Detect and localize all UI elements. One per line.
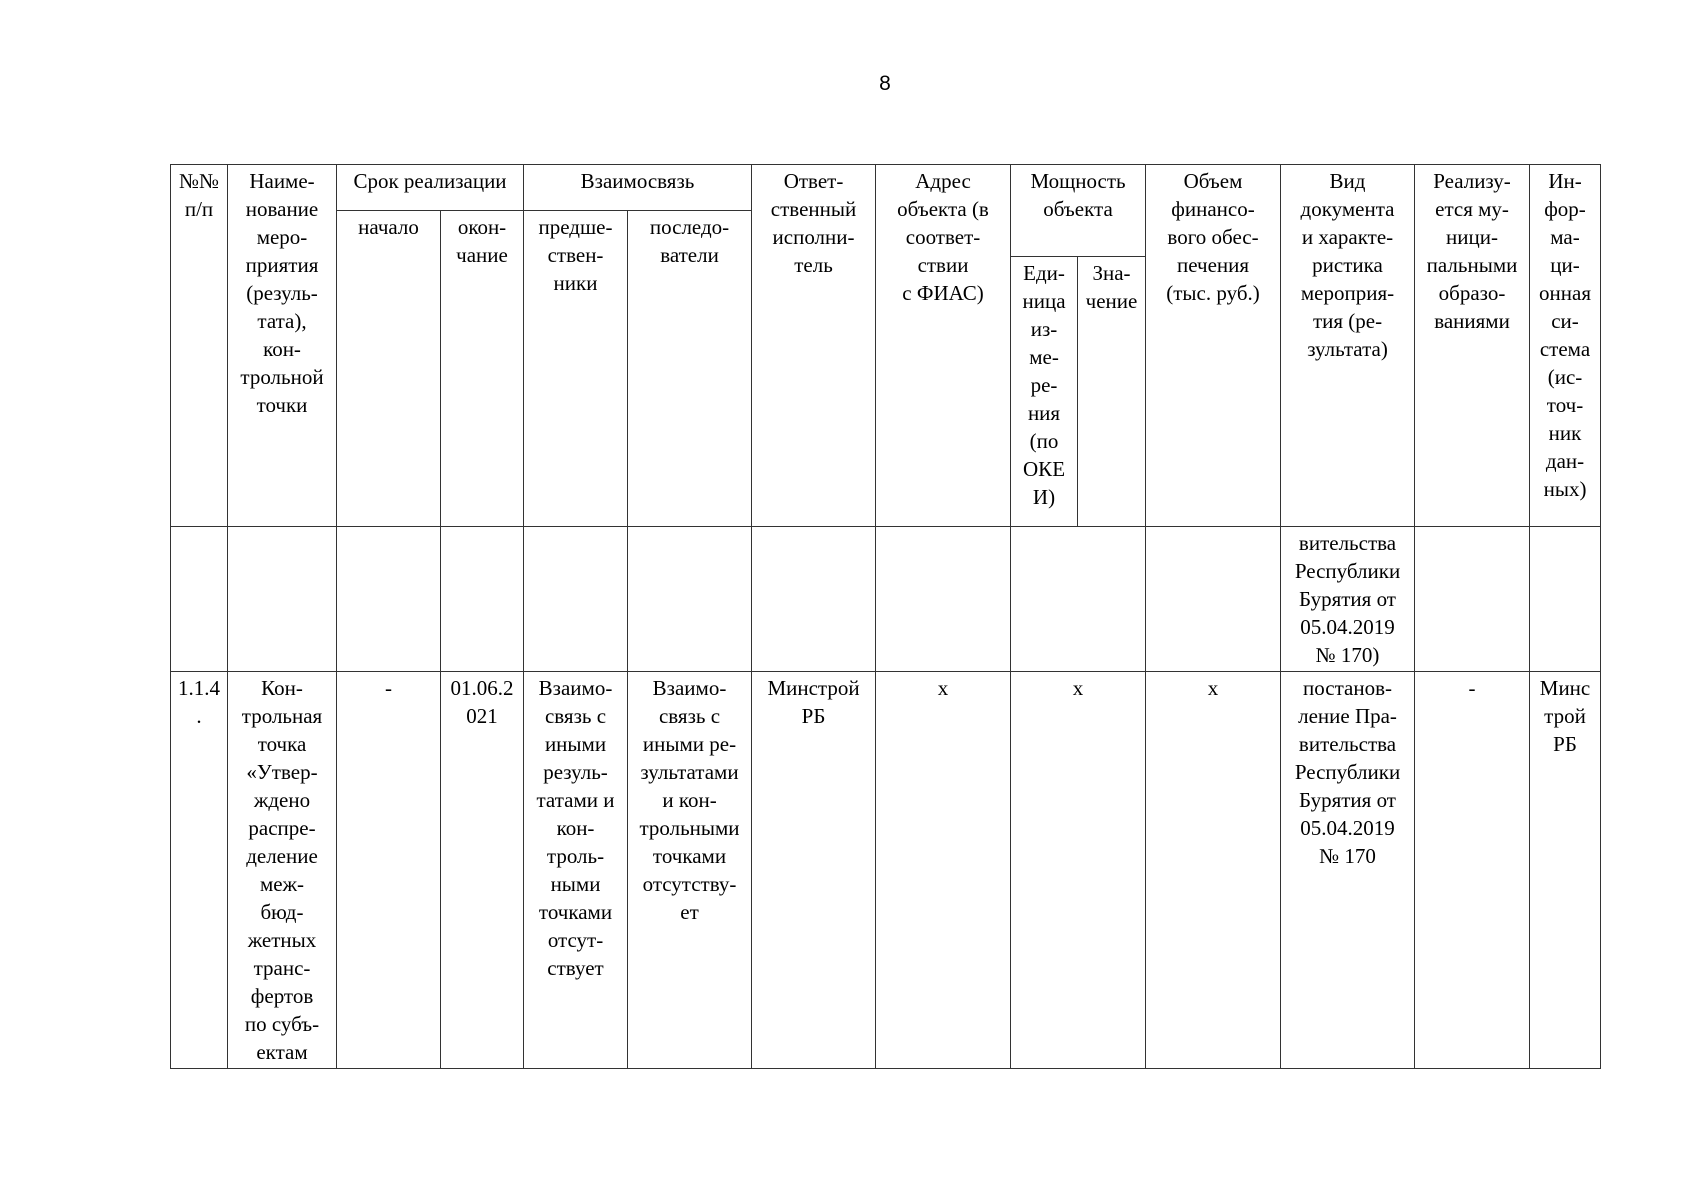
page-number: 8	[879, 72, 891, 95]
table-row	[171, 527, 1601, 672]
cell-succ	[628, 527, 752, 672]
cell-info-system	[1530, 527, 1601, 672]
header-doc-type: Вид документа и характе- ристика мероприя- тия (ре- зультата)	[1281, 165, 1415, 527]
cell-info-system: Минс трой РБ	[1530, 672, 1601, 1069]
cell-municipal: -	[1415, 672, 1530, 1069]
header-address: Адрес объекта (в соответ- ствии с ФИАС)	[876, 165, 1011, 527]
cell-num	[171, 527, 228, 672]
table-row	[171, 672, 1601, 1069]
cell-pred	[524, 527, 628, 672]
header-term-end: окон- чание	[441, 211, 524, 527]
cell-responsible	[752, 527, 876, 672]
cell-name: Кон- трольная точка «Утвер- ждено распре- деление меж- бюд- жетных транс- фертов по субъ- ектам	[228, 672, 337, 1069]
cell-end: 01.06.2 021	[441, 672, 524, 1069]
cell-address: х	[876, 672, 1011, 1069]
cell-name	[228, 527, 337, 672]
header-relation-succ: последо- ватели	[628, 211, 752, 527]
header-num: №№ п/п	[171, 165, 228, 527]
cell-municipal	[1415, 527, 1530, 672]
cell-end	[441, 527, 524, 672]
cell-start: -	[337, 672, 441, 1069]
header-name: Наиме- нование меро- приятия (резуль- тата), кон- трольной точки	[228, 165, 337, 527]
header-municipal: Реализу- ется му- ници- пальными образо- ваниями	[1415, 165, 1530, 527]
cell-capacity	[1011, 527, 1146, 672]
cell-address	[876, 527, 1011, 672]
cell-finance	[1146, 527, 1281, 672]
cell-doc-type: постанов- ление Пра- вительства Республики Бурятия от 05.04.2019 № 170	[1281, 672, 1415, 1069]
header-term: Срок реализации	[337, 165, 524, 211]
cell-capacity: х	[1011, 672, 1146, 1069]
header-capacity-unit: Еди- ница из- ме- ре- ния (по ОКЕ И)	[1011, 257, 1078, 527]
header-row-1	[171, 165, 1601, 211]
control-points-table	[170, 164, 1601, 1069]
cell-pred: Взаимо- связь с иными резуль- татами и кон- троль- ными точками отсут- ствует	[524, 672, 628, 1069]
header-term-start: начало	[337, 211, 441, 527]
cell-succ: Взаимо- связь с иными ре- зультатами и кон- трольными точками отсутству- ет	[628, 672, 752, 1069]
cell-num: 1.1.4 .	[171, 672, 228, 1069]
header-capacity-value: Зна- чение	[1078, 257, 1146, 527]
header-info-system: Ин- фор- ма- ци- онная си- стема (ис- точ- ник дан- ных)	[1530, 165, 1601, 527]
header-responsible: Ответ- ственный исполни- тель	[752, 165, 876, 527]
header-capacity: Мощность объекта	[1011, 165, 1146, 257]
cell-doc-type: вительства Республики Бурятия от 05.04.2019 № 170)	[1281, 527, 1415, 672]
cell-responsible: Минстрой РБ	[752, 672, 876, 1069]
header-relation: Взаимосвязь	[524, 165, 752, 211]
cell-finance: х	[1146, 672, 1281, 1069]
header-relation-pred: предше- ствен- ники	[524, 211, 628, 527]
cell-start	[337, 527, 441, 672]
header-finance: Объем финансо- вого обес- печения (тыс. руб.)	[1146, 165, 1281, 527]
